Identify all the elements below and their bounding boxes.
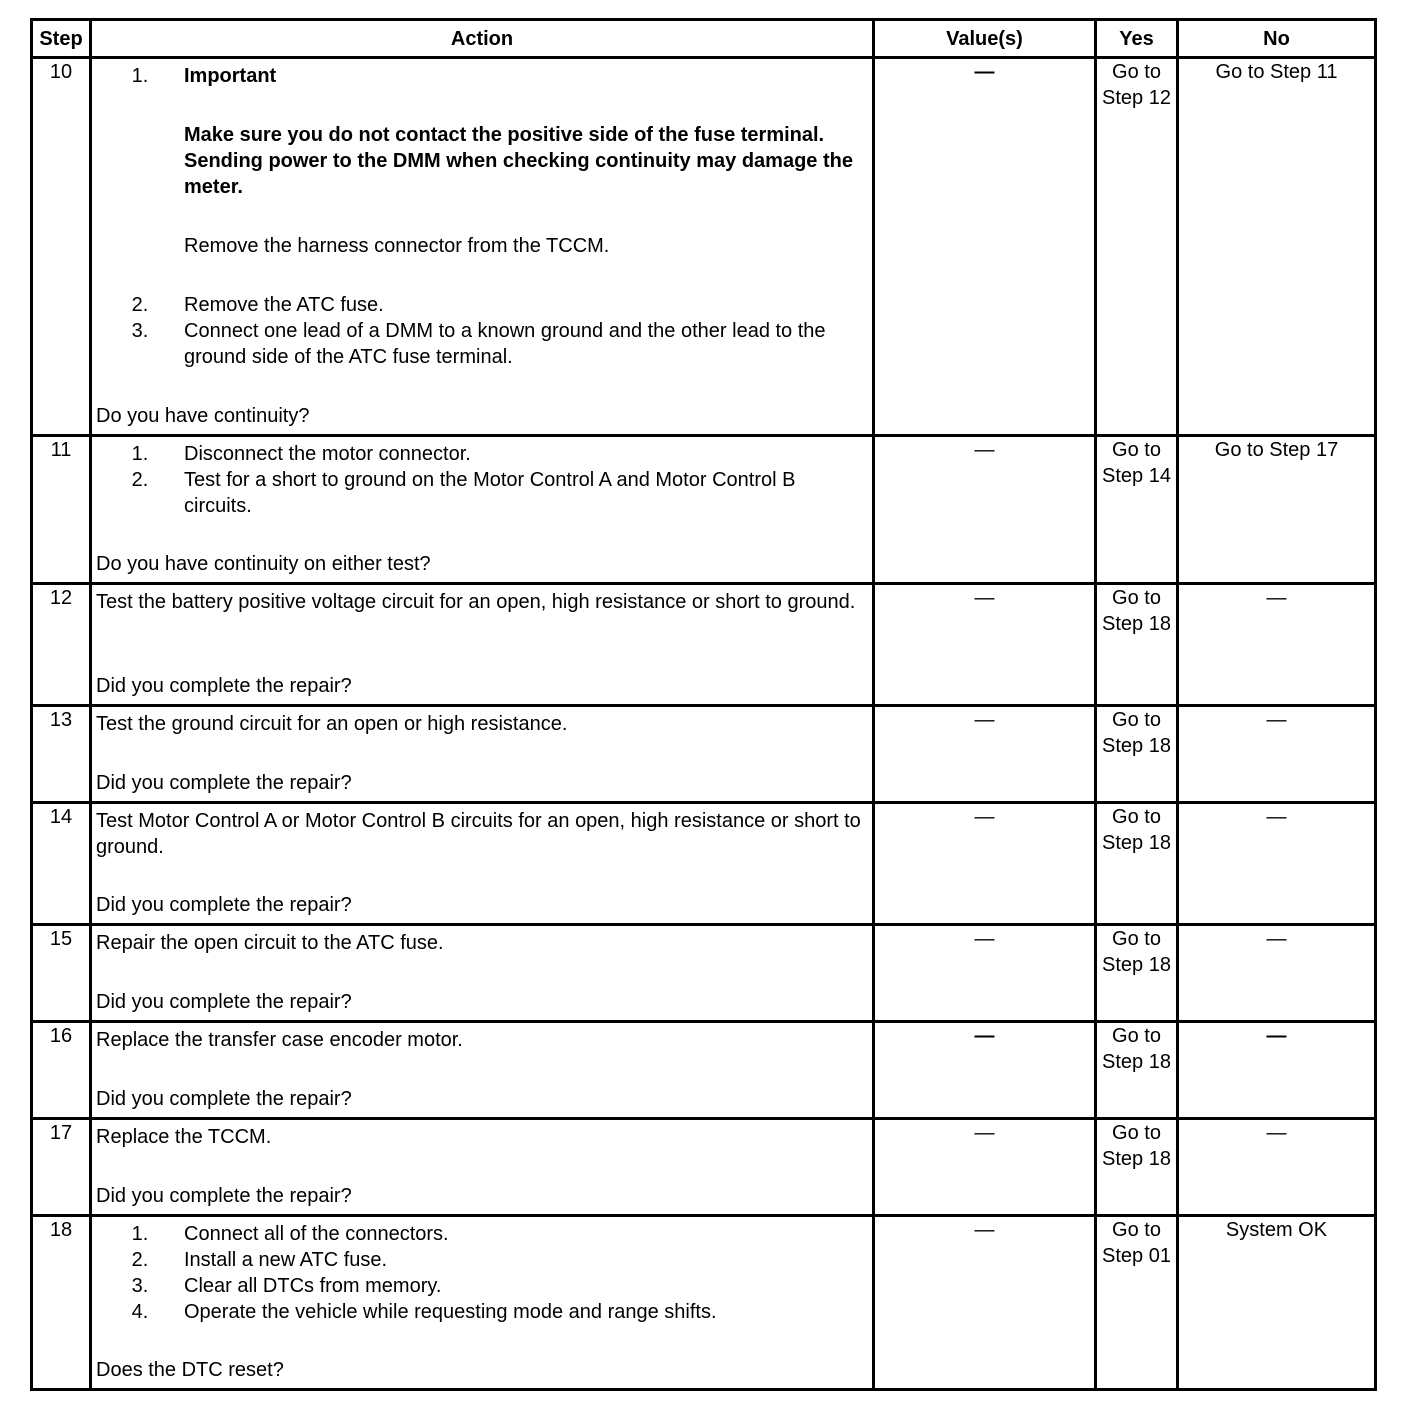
item-text: Test for a short to ground on the Motor Control A and Motor Control B circuits. [184, 469, 796, 517]
list-item [96, 1299, 868, 1325]
value-cell: — [874, 1119, 1096, 1216]
item-number: 1. [131, 443, 149, 465]
yes-cell [1096, 1119, 1178, 1216]
action-list [96, 441, 868, 519]
action-text: Test the ground circuit for an open or high resistance. [96, 713, 568, 735]
value-cell: — [874, 1216, 1096, 1390]
action-cell [91, 706, 874, 803]
no-cell: — [1178, 925, 1376, 1022]
yes-text: Go to Step 01 [1102, 1219, 1171, 1267]
yes-cell [1096, 1216, 1178, 1390]
yes-cell [1096, 58, 1178, 436]
header-values: Value(s) [874, 20, 1096, 58]
list-item [96, 1273, 868, 1299]
action-question: Does the DTC reset? [96, 1359, 284, 1381]
table-row [32, 1022, 1376, 1119]
action-text: Replace the TCCM. [96, 1126, 272, 1148]
action-cell [91, 436, 874, 584]
yes-cell [1096, 584, 1178, 706]
action-question: Do you have continuity? [96, 405, 310, 427]
item-text: Clear all DTCs from memory. [184, 1275, 442, 1297]
item-number: 4. [131, 1301, 149, 1323]
no-cell [1178, 58, 1376, 436]
step-number: 10 [32, 58, 91, 436]
value-cell: — [874, 1022, 1096, 1119]
step-number: 18 [32, 1216, 91, 1390]
action-cell [91, 1216, 874, 1390]
item-number: 2. [131, 1249, 149, 1271]
yes-cell [1096, 1022, 1178, 1119]
action-text: Replace the transfer case encoder motor. [96, 1029, 463, 1051]
action-list [96, 63, 868, 89]
action-question: Did you complete the repair? [96, 675, 352, 697]
header-no: No [1178, 20, 1376, 58]
value-cell: — [874, 584, 1096, 706]
item-number: 3. [131, 1275, 149, 1297]
no-text: System OK [1225, 1219, 1328, 1241]
list-item [96, 292, 868, 318]
action-question: Did you complete the repair? [96, 1185, 352, 1207]
header-row [32, 20, 1376, 58]
no-cell: — [1178, 1119, 1376, 1216]
step-number: 14 [32, 803, 91, 925]
yes-text: Go to Step 12 [1102, 61, 1171, 109]
no-cell: — [1178, 803, 1376, 925]
list-item [96, 1221, 868, 1247]
action-list [96, 1221, 868, 1325]
step-number: 17 [32, 1119, 91, 1216]
table-row [32, 1119, 1376, 1216]
table-row [32, 803, 1376, 925]
step-number: 16 [32, 1022, 91, 1119]
step-number: 11 [32, 436, 91, 584]
action-cell [91, 803, 874, 925]
no-cell: — [1178, 706, 1376, 803]
yes-text: Go to Step 18 [1102, 587, 1171, 635]
no-text: Go to Step 11 [1215, 61, 1338, 83]
yes-cell [1096, 803, 1178, 925]
table-row [32, 584, 1376, 706]
item-number: 2. [131, 294, 149, 316]
header-yes: Yes [1096, 20, 1178, 58]
action-question: Do you have continuity on either test? [96, 553, 431, 575]
table-row [32, 706, 1376, 803]
action-text: Test Motor Control A or Motor Control B circuits for an open, high resistance or short to ground. [96, 810, 861, 858]
no-cell: — [1178, 1022, 1376, 1119]
step-number: 12 [32, 584, 91, 706]
action-text: Test the battery positive voltage circuit for an open, high resistance or short to ground. [96, 591, 856, 613]
step-number: 13 [32, 706, 91, 803]
value-cell: — [874, 436, 1096, 584]
step-number: 15 [32, 925, 91, 1022]
action-cell [91, 584, 874, 706]
header-step: Step [32, 20, 91, 58]
item-number: 1. [131, 1223, 149, 1245]
action-cell [91, 1119, 874, 1216]
value-cell: — [874, 803, 1096, 925]
table-row [32, 436, 1376, 584]
list-item [96, 441, 868, 467]
item-text: Disconnect the motor connector. [184, 443, 471, 465]
diagnostic-table [30, 18, 1377, 1391]
action-question: Did you complete the repair? [96, 894, 352, 916]
important-text: Make sure you do not contact the positive side of the fuse terminal. Sending power to the DMM when checking continuity may damage the meter. [184, 124, 853, 198]
action-question: Did you complete the repair? [96, 991, 352, 1013]
yes-cell [1096, 436, 1178, 584]
action-list [96, 292, 868, 370]
yes-cell [1096, 706, 1178, 803]
no-cell [1178, 436, 1376, 584]
value-cell: — [874, 925, 1096, 1022]
item-number: 1. [131, 65, 149, 87]
action-cell [91, 925, 874, 1022]
item-number: 2. [131, 469, 149, 491]
yes-cell [1096, 925, 1178, 1022]
list-item [96, 63, 868, 89]
no-cell [1178, 1216, 1376, 1390]
list-item [96, 318, 868, 370]
yes-text: Go to Step 18 [1102, 928, 1171, 976]
item-text: Connect one lead of a DMM to a known ground and the other lead to the ground side of the ATC fuse terminal. [184, 320, 826, 368]
no-text: Go to Step 17 [1214, 439, 1339, 461]
important-label: Important [184, 65, 277, 87]
yes-text: Go to Step 18 [1102, 806, 1171, 854]
item-number: 3. [131, 320, 149, 342]
item-text: Connect all of the connectors. [184, 1223, 449, 1245]
item-text: Remove the ATC fuse. [184, 294, 384, 316]
list-item [96, 1247, 868, 1273]
yes-text: Go to Step 14 [1102, 439, 1171, 487]
action-question: Did you complete the repair? [96, 772, 352, 794]
list-item [96, 467, 868, 519]
table-row [32, 58, 1376, 436]
yes-text: Go to Step 18 [1102, 1025, 1171, 1073]
item-text: Install a new ATC fuse. [184, 1249, 388, 1271]
table-row [32, 925, 1376, 1022]
action-cell [91, 58, 874, 436]
header-action: Action [91, 20, 874, 58]
action-note: Remove the harness connector from the TCCM. [184, 235, 610, 257]
value-cell: — [874, 58, 1096, 436]
action-cell [91, 1022, 874, 1119]
no-cell: — [1178, 584, 1376, 706]
table-row [32, 1216, 1376, 1390]
yes-text: Go to Step 18 [1102, 709, 1171, 757]
yes-text: Go to Step 18 [1102, 1122, 1171, 1170]
action-question: Did you complete the repair? [96, 1088, 352, 1110]
value-cell: — [874, 706, 1096, 803]
item-text: Operate the vehicle while requesting mode and range shifts. [184, 1301, 717, 1323]
action-text: Repair the open circuit to the ATC fuse. [96, 932, 444, 954]
